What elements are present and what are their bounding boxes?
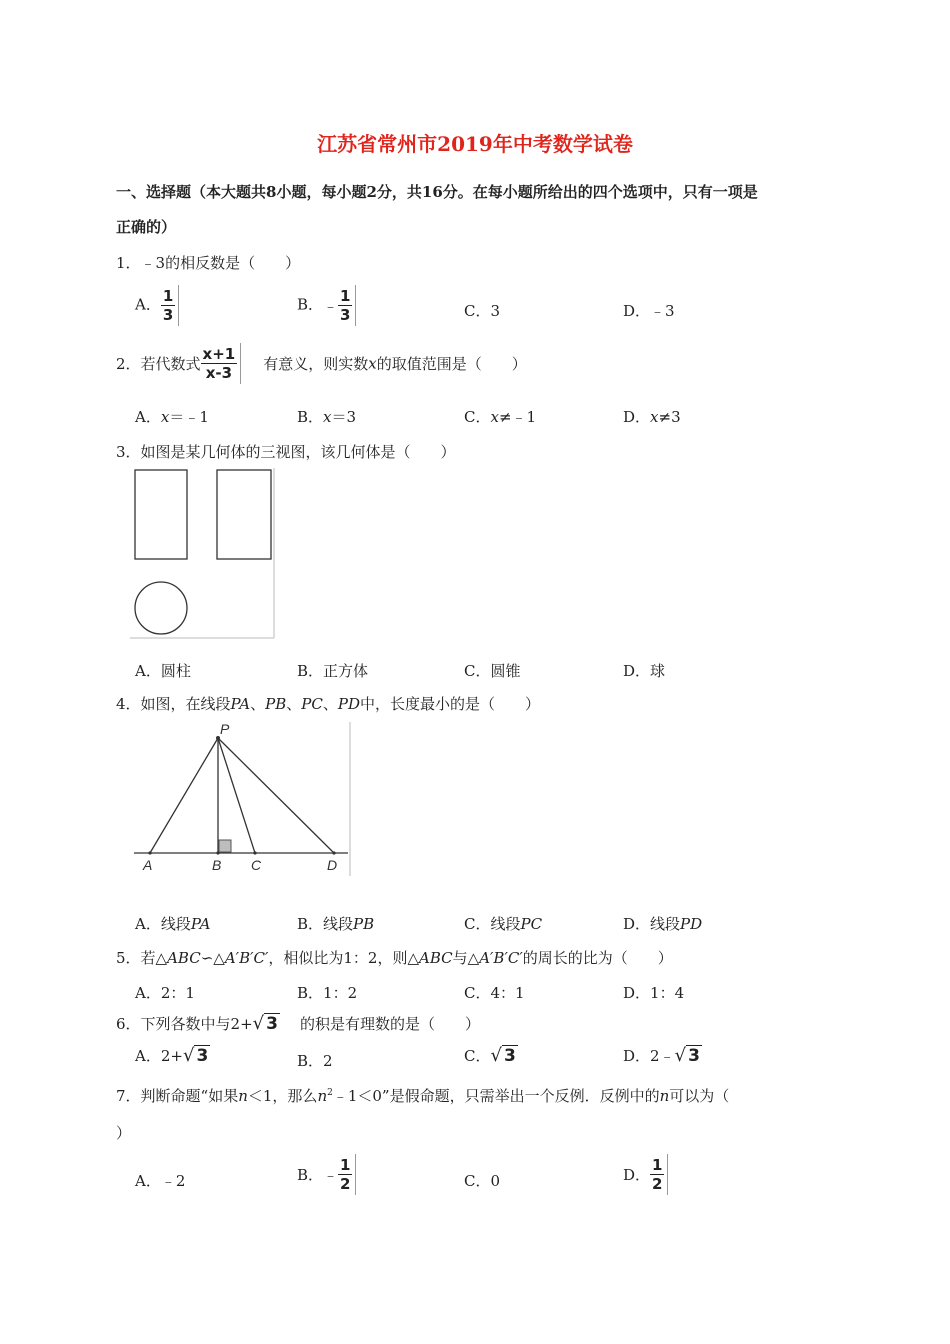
q2-prefix: 2．若代数式 [116,355,201,373]
q4-right-angle-mark [219,840,231,852]
q4-option-a: A．线段PA [135,915,211,933]
q4-label-a: A [143,857,153,873]
q3-option-d: D．球 [623,662,666,680]
q6-option-a: A．2+√ 3 [135,1045,209,1066]
q1-a-num: 1 [162,287,174,305]
q4-point-b [216,851,219,854]
question-1-stem: 1．﹣3的相反数是（ ） [116,254,301,272]
q4-segments-figure [130,720,354,880]
q1-b-label: B． [297,295,324,314]
page-title: 江苏省常州市2019年中考数学试卷 [317,132,633,156]
q3-option-b: B．正方体 [297,662,369,680]
q2-option-d: D．x≠3 [623,408,681,426]
q7-option-d: D． $\frac{1}{2}$ [623,1156,664,1193]
q2-option-a: A．x＝﹣1 [135,408,209,426]
q4-segment-pd [218,738,334,853]
question-2-stem [116,345,527,382]
q1-option-c: C．3 [464,302,501,320]
q4-segment-pa [150,738,218,853]
q7-option-a: A．﹣2 [135,1172,186,1190]
q2-fraction [201,345,238,382]
q3-option-a: A．圆柱 [135,662,191,680]
question-3-stem: 3．如图是某几何体的三视图，该几何体是（ ） [116,443,456,461]
q4-label-b: B [212,857,222,873]
q5-option-a: A．2：1 [135,984,195,1002]
section-header-line1: 一、选择题（本大题共8小题，每小题2分，共16分。在每小题所给出的四个选项中，只有一项是 [116,183,758,201]
q2-suffix-a: 有意义，则实数 [263,355,369,373]
q1-option-d: D．﹣3 [623,302,675,320]
section-header-line2: 正确的） [116,218,177,236]
q6-option-d: D．2﹣√ 3 [623,1045,700,1066]
q6-stem-sqrt: √ 3 [252,1013,278,1034]
q4-point-c [253,851,256,854]
question-5-stem: 5．若△ABC∽△A′B′C′，相似比为1：2，则△ABC与△A′B′C′的周长的比为（ ） [116,949,673,967]
q4-label-d: D [327,857,338,873]
q2-option-c: C．x≠﹣1 [464,408,537,426]
q5-option-d: D．1：4 [623,984,685,1002]
q1-b-sign: ﹣ [323,297,339,315]
q4-point-d [332,851,335,854]
q2-suffix-b: 的取值范围是（ ） [376,355,527,373]
q4-option-c: C．线段PC [464,915,543,933]
q1-a-label: A． [135,295,161,314]
q3-front-view-rect [135,470,187,559]
q4-option-b: B．线段PB [297,915,375,933]
q3-top-view-circle [135,582,187,634]
q4-point-a [148,851,151,854]
q3-option-c: C．圆锥 [464,662,521,680]
q1-b-fraction [338,287,352,324]
q1-a-fraction [161,287,175,324]
q1-b-num: 1 [340,287,351,305]
q3-three-views-figure [130,468,276,640]
q6-option-c: C．√ 3 [464,1045,516,1066]
q2-frac-den: x-3 [205,364,233,382]
q5-option-c: C．4：1 [464,984,525,1002]
q7-option-c: C．0 [464,1172,501,1190]
q1-option-b [297,287,352,324]
q1-a-den: 3 [162,306,174,324]
q1-option-a [135,287,175,324]
q2-var: x [368,354,377,373]
q7-option-b: B．﹣ $\frac{1}{2}$ [297,1156,352,1193]
q4-label-p: P [220,721,230,737]
q2-option-b: B．x＝3 [297,408,357,426]
q2-frac-num: x+1 [202,345,236,363]
question-6-stem: 6．下列各数中与2+√ 3 的积是有理数的是（ ） [116,1013,480,1034]
q6-option-b: B．2 [297,1052,333,1070]
q1-b-den: 3 [340,306,351,324]
question-4-stem: 4．如图，在线段PA、PB、PC、PD中，长度最小的是（ ） [116,695,540,713]
q4-option-d: D．线段PD [623,915,703,933]
question-7-stem-line2: ） [116,1124,132,1142]
question-7-stem: 7．判断命题“如果n＜1，那么$n^2﹣1<0$”是假命题，只需举出一个反例．反例中的n可以为（ [116,1087,730,1105]
q3-side-view-rect [217,470,271,559]
q4-segment-pc [218,738,255,853]
q5-option-b: B．1：2 [297,984,358,1002]
q4-label-c: C [251,857,262,873]
